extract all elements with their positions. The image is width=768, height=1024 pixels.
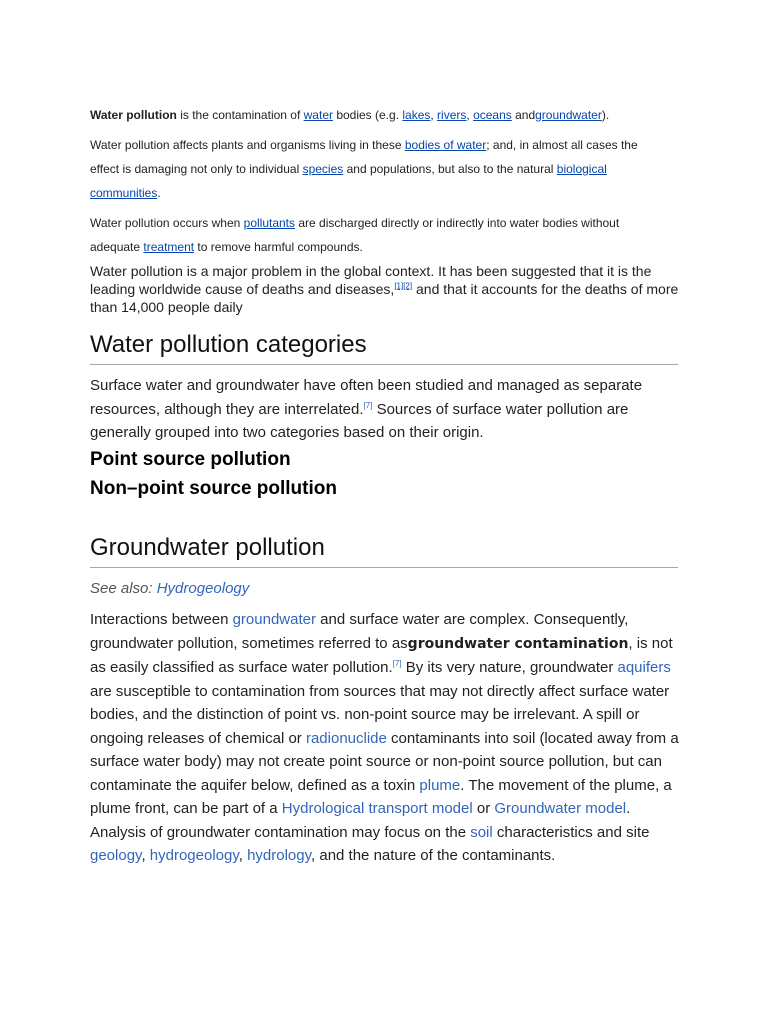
see-also-hatnote: See also: Hydrogeology: [90, 580, 250, 597]
link-lakes[interactable]: lakes: [402, 108, 431, 122]
citation-7-b[interactable]: [7]: [392, 659, 402, 668]
link-hydrogeology-see-also[interactable]: Hydrogeology: [156, 580, 250, 597]
link-biological-communities[interactable]: biological communities: [90, 162, 607, 200]
link-soil[interactable]: soil: [470, 823, 493, 841]
link-hydrological-transport-model[interactable]: Hydrological transport model: [281, 800, 473, 817]
link-groundwater-model[interactable]: Groundwater model: [494, 800, 627, 817]
intro-paragraph-1: Water pollution is the contamination of water bodies (e.g. lakes, rivers, oceans andgroundwater).: [90, 108, 610, 122]
heading-water-pollution-categories: Water pollution categories: [90, 330, 678, 365]
link-bodies-of-water[interactable]: bodies of water: [404, 138, 487, 152]
link-radionuclide[interactable]: radionuclide: [305, 729, 387, 747]
categories-paragraph: Surface water and groundwater have often been studied and managed as separate resources, although they are interrelated.[7] Sources of surface water pollution are generally grouped into two categories based on their origin.: [90, 377, 643, 441]
intro-paragraph-3: Water pollution occurs when pollutants are discharged directly or indirectly into water bodies without adequate treatment to remove harmful compounds.: [90, 216, 620, 254]
link-plume[interactable]: plume: [419, 776, 461, 794]
link-oceans[interactable]: oceans: [473, 108, 512, 122]
link-geology[interactable]: geology: [90, 847, 142, 864]
link-groundwater-2[interactable]: groundwater: [232, 611, 316, 628]
link-groundwater[interactable]: groundwater: [535, 108, 602, 122]
link-hydrogeology[interactable]: hydrogeology: [149, 847, 239, 864]
heading-groundwater-pollution: Groundwater pollution: [90, 533, 678, 568]
link-water[interactable]: water: [303, 108, 333, 122]
citation-1-2[interactable]: [1][2]: [394, 281, 413, 291]
link-rivers[interactable]: rivers: [437, 108, 467, 122]
term-water-pollution: Water pollution: [90, 108, 177, 122]
groundwater-paragraph: Interactions between groundwater and surface water are complex. Consequently, groundwater pollution, sometimes referred to asgroundwater contamination, is not as easily classified as surface water pollution.[7] By its very nature, groundwater aquifers are susceptible to contamination from sources that may not directly affect surface water bodies, and the distinction of point vs. non-point source may be irrelevant. A spill or ongoing releases of chemical or radionuclide contaminants into soil (located away from a surface water body) may not create point source or non-point source pollution, but can contaminate the aquifer below, defined as a toxin plume. The movement of the plume, a plume front, can be part of a Hydrological transport model or Groundwater model. Analysis of groundwater contamination may focus on the soil characteristics and site geology, hydrogeology, hydrology, and the nature of the contaminants.: [90, 611, 679, 864]
link-treatment[interactable]: treatment: [143, 240, 195, 254]
intro-paragraph-2: Water pollution affects plants and organisms living in these bodies of water; and, in almost all cases the effect is damaging not only to individual species and populations, but also to the natural biological communities.: [90, 138, 638, 200]
intro-paragraph-4: Water pollution is a major problem in the global context. It has been suggested that it is the leading worldwide cause of deaths and diseases,[1][2] and that it accounts for the deaths of more than 14,000 people daily: [90, 263, 679, 315]
term-groundwater-contamination: groundwater contamination: [407, 635, 629, 652]
link-species[interactable]: species: [302, 162, 344, 176]
link-hydrology[interactable]: hydrology: [247, 847, 312, 864]
link-pollutants[interactable]: pollutants: [243, 216, 296, 230]
citation-7[interactable]: [7]: [363, 400, 373, 410]
heading-point-source-pollution: Point source pollution: [90, 449, 291, 470]
link-aquifers[interactable]: aquifers: [617, 659, 671, 676]
heading-non-point-source-pollution: Non–point source pollution: [90, 478, 337, 499]
